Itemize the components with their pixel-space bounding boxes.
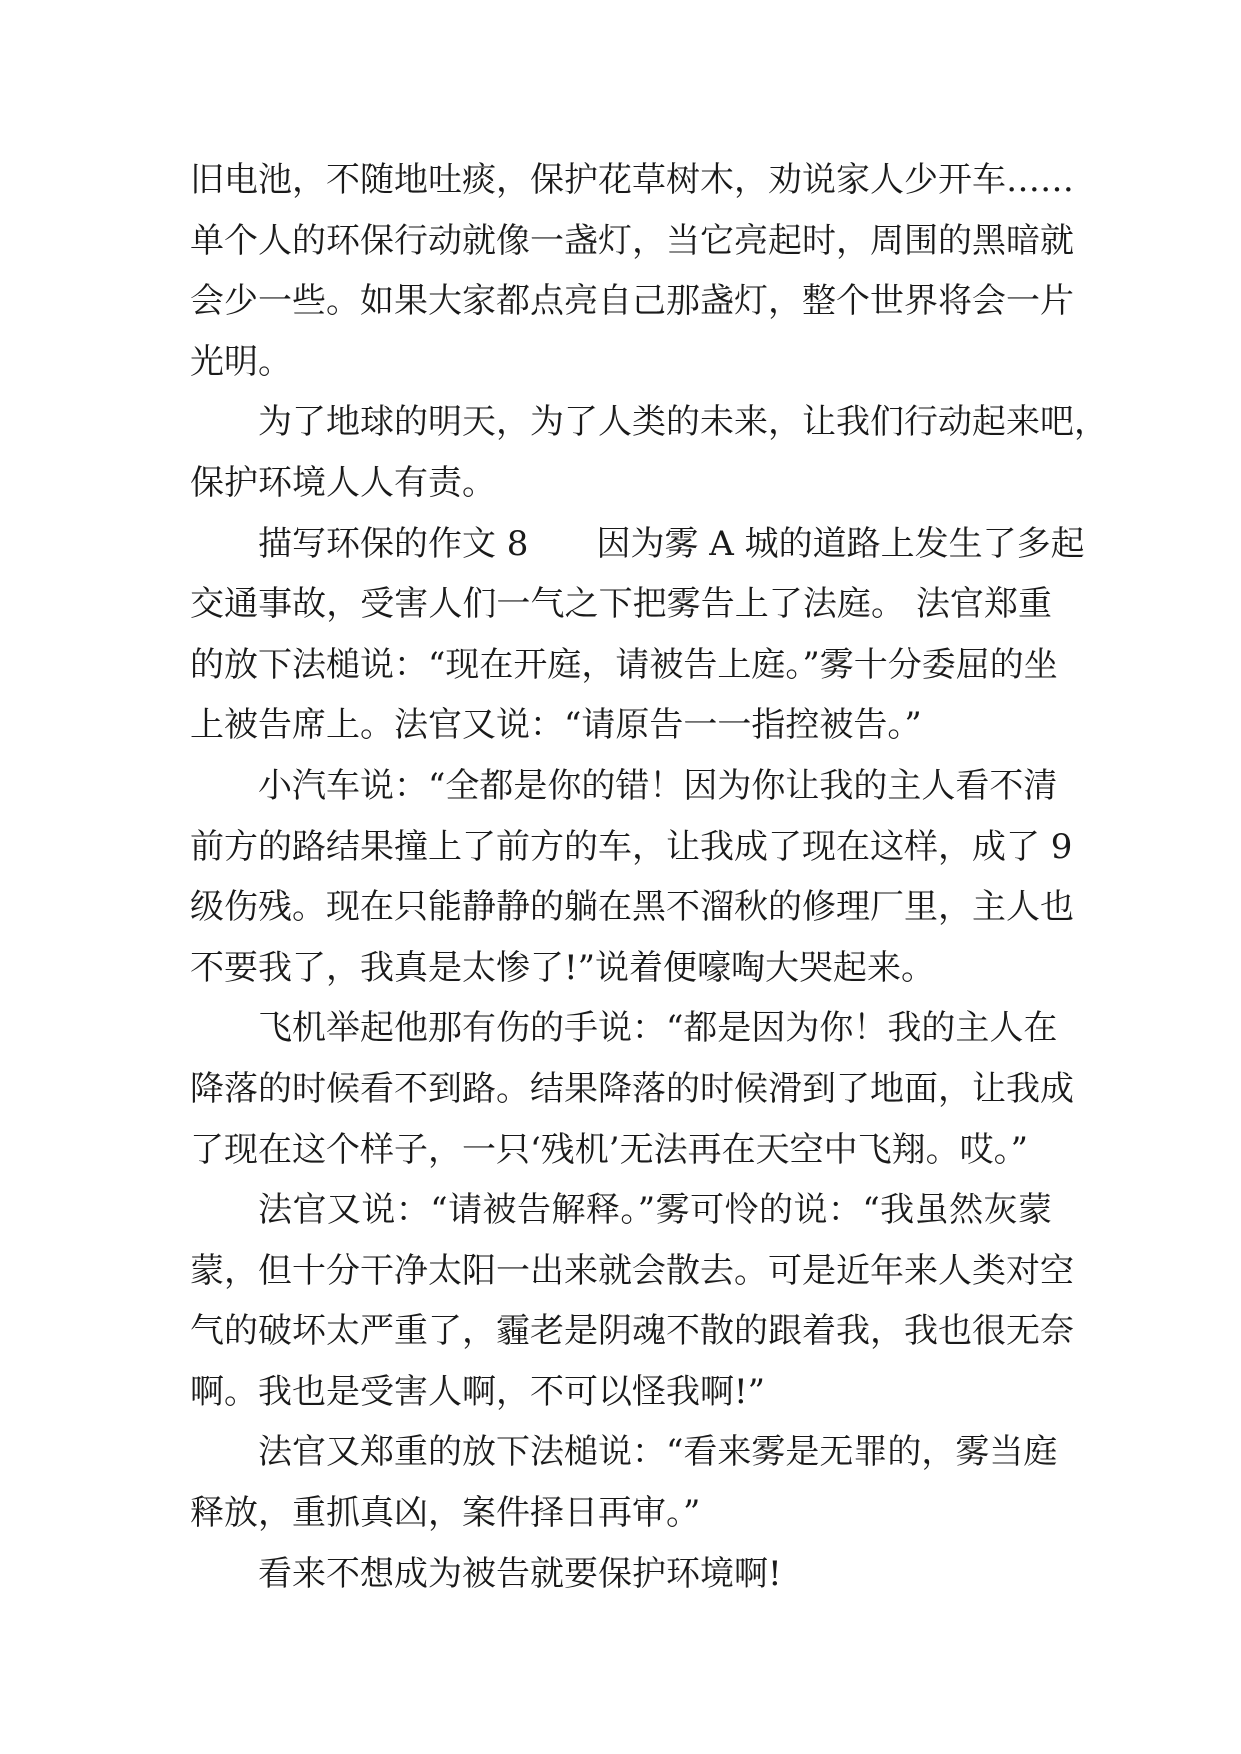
text-line: 保护环境人人有责。 [190,462,496,503]
text-line: 法官又说：“请被告解释。”雾可怜的说：“我虽然灰蒙 [258,1190,1052,1231]
text-line: 法官又郑重的放下法槌说：“看来雾是无罪的，雾当庭 [258,1432,1058,1473]
paragraph [190,1180,1074,1422]
paragraph [190,392,1108,513]
text-line [190,514,1085,575]
text-line: 了现在这个样子，一只‘残机’无法再在天空中飞翔。哎。” [190,1129,1028,1170]
text-line: 旧电池，不随地吐痰，保护花草树木，劝说家人少开车…… [190,160,1074,200]
text-line: 飞机举起他那有伤的手说：“都是因为你！我的主人在 [258,1008,1058,1049]
text-line-content: 因为雾 A 城的道路上发生了多起 [596,523,1085,564]
text-line: 上被告席上。法官又说：“请原告一一指控被告。” [190,705,922,746]
text-line: 啊。我也是受害人啊，不可以怪我啊!” [190,1371,766,1412]
paragraph [190,756,1074,998]
text-line: 的放下法槌说：“现在开庭，请被告上庭。”雾十分委屈的坐 [190,644,1058,685]
text-line: 单个人的环保行动就像一盏灯，当它亮起时，周围的黑暗就 [190,220,1074,261]
text-line: 看来不想成为被告就要保护环境啊! [258,1553,782,1594]
text-line: 为了地球的明天，为了人类的未来，让我们行动起来吧， [258,402,1108,443]
paragraph [190,150,1074,392]
text-line: 蒙，但十分干净太阳一出来就会散去。可是近年来人类对空 [190,1250,1074,1291]
text-line: 级伤残。现在只能静静的躺在黑不溜秋的修理厂里，主人也 [190,887,1074,928]
paragraph [190,1422,1058,1543]
paragraph [190,514,1085,756]
paragraph [190,998,1074,1180]
text-line: 气的破坏太严重了，霾老是阴魂不散的跟着我，我也很无奈 [190,1311,1074,1352]
text-line: 会少一些。如果大家都点亮自己那盏灯，整个世界将会一片 [190,281,1074,322]
text-line: 前方的路结果撞上了前方的车，让我成了现在这样，成了 9 [190,826,1073,867]
document-page [190,150,1108,1604]
text-line: 小汽车说：“全都是你的错！因为你让我的主人看不清 [258,765,1058,806]
text-line: 光明。 [190,341,292,382]
paragraph [190,1544,1052,1605]
text-line: 降落的时候看不到路。结果降落的时候滑到了地面，让我成 [190,1068,1074,1109]
section-heading: 描写环保的作文 8 [258,523,529,564]
text-line: 释放，重抓真凶，案件择日再审。” [190,1493,701,1534]
text-line: 交通事故，受害人们一气之下把雾告上了法庭。 法官郑重 [190,584,1052,625]
text-line: 不要我了，我真是太惨了!”说着便嚎啕大哭起来。 [190,947,936,988]
